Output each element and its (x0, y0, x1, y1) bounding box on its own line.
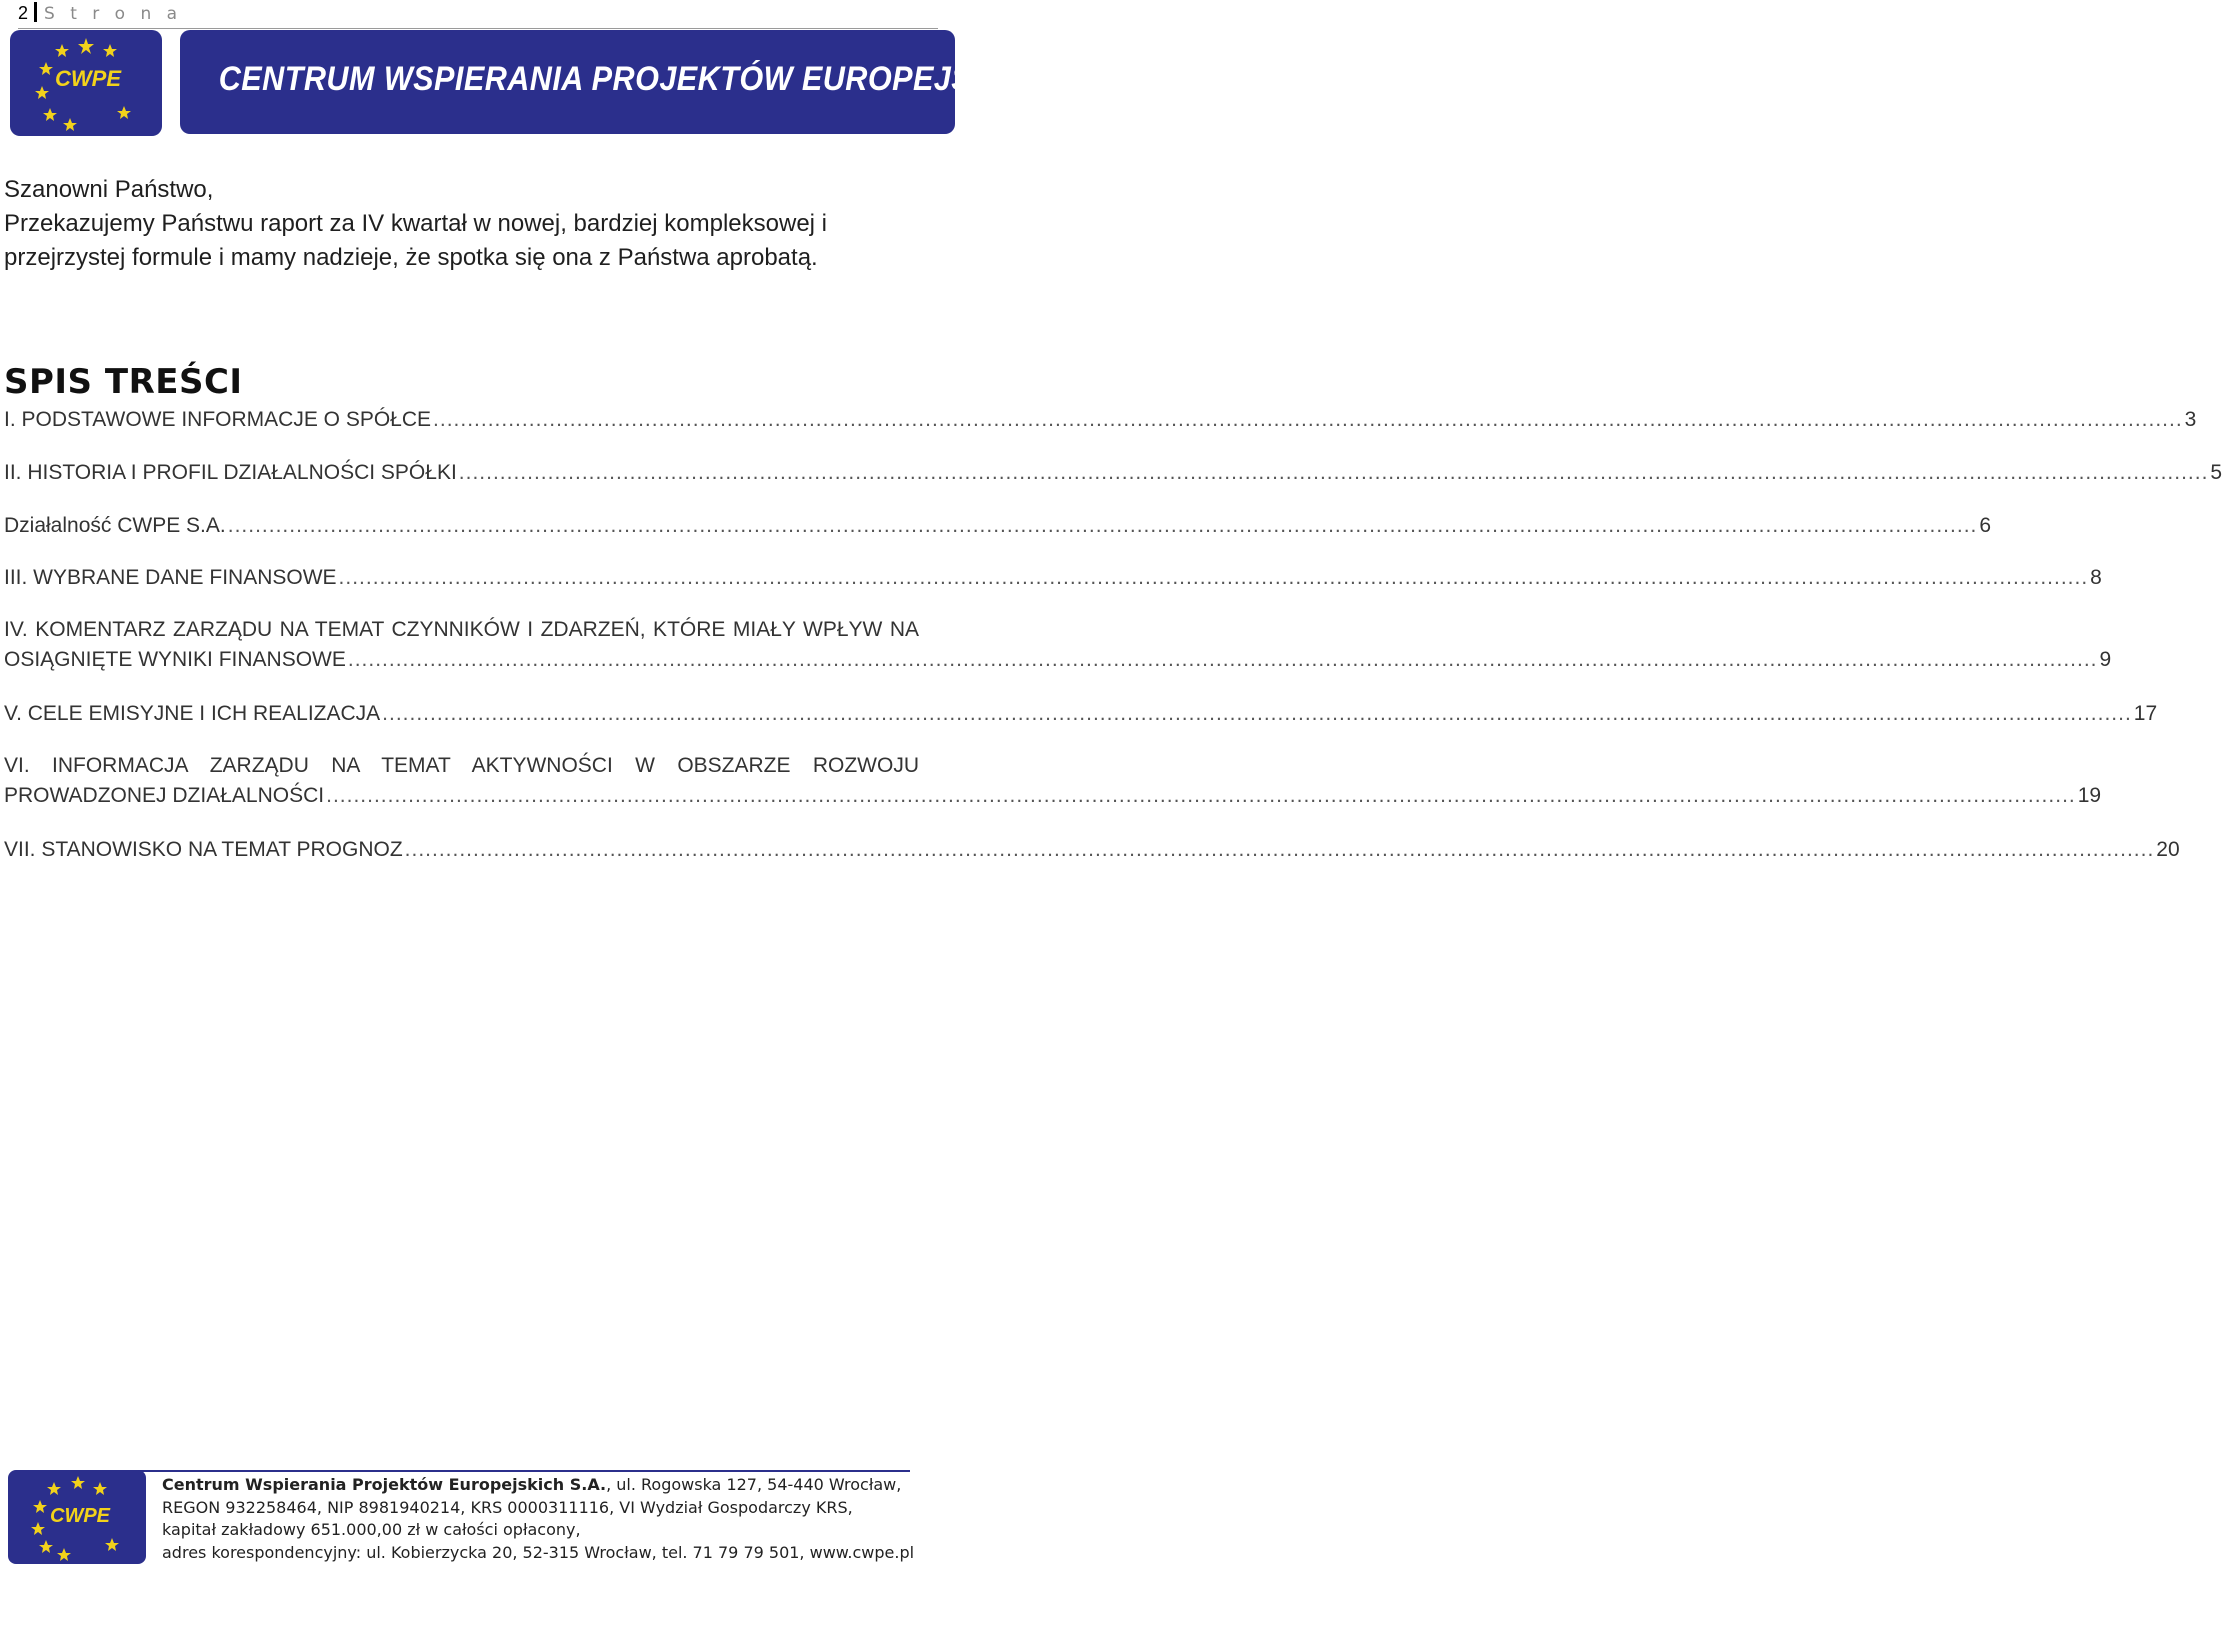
toc-title: SPIS TREŚCI (4, 362, 243, 402)
intro-paragraph (4, 173, 944, 275)
toc-item[interactable] (4, 835, 2180, 867)
toc-item-page: 9 (2099, 648, 2112, 671)
toc-leader (382, 699, 2132, 729)
toc-leader (326, 781, 2076, 811)
toc-leader (405, 835, 2155, 865)
cwpe-logo-graphic (10, 30, 162, 136)
toc-item[interactable] (4, 699, 2158, 731)
toc-item-page: 8 (2090, 566, 2102, 589)
logo-text: CWPE (55, 66, 121, 91)
footer-logo-graphic (8, 1470, 146, 1564)
toc-item-label: Działalność CWPE S.A. (4, 514, 226, 537)
company-title-banner (180, 30, 1120, 134)
footer-divider (20, 1470, 910, 1472)
footer-address: , ul. Rogowska 127, 54-440 Wrocław, (606, 1475, 902, 1494)
footer-company-info (162, 1474, 914, 1564)
footer-company-name: Centrum Wspierania Projektów Europejskich S.A. (162, 1475, 607, 1494)
toc-item[interactable] (4, 405, 2197, 437)
toc-item-label: PROWADZONEJ DZIAŁALNOŚCI (4, 784, 325, 807)
footer-capital: kapitał zakładowy 651.000,00 zł w całości opłacony, (162, 1520, 581, 1539)
toc-item-first-line: VI. INFORMACJA ZARZĄDU NA TEMAT AKTYWNOŚCI W OBSZARZE ROZWOJU (4, 754, 919, 777)
company-banner (10, 30, 1120, 136)
toc-item-page: 6 (1979, 514, 1992, 537)
toc-leader (433, 405, 2183, 435)
toc-item-label: III. WYBRANE DANE FINANSOWE (4, 566, 337, 589)
toc-item-label: VII. STANOWISKO NA TEMAT PROGNOZ (4, 838, 403, 861)
toc-item[interactable] (4, 751, 2102, 815)
toc-item-page: 3 (2184, 408, 2197, 431)
page-number: 2 (18, 3, 29, 23)
toc-leader (339, 563, 2089, 593)
toc-item-page: 5 (2210, 461, 2222, 484)
toc-leader (459, 458, 2209, 488)
toc-item-label: I. PODSTAWOWE INFORMACJE O SPÓŁCE (4, 408, 432, 431)
intro-line-3: przejrzystej formule i mamy nadzieje, że spotka się ona z Państwa aprobatą. (4, 244, 818, 271)
cwpe-logo (10, 30, 162, 136)
header-separator (34, 2, 37, 22)
toc-item[interactable] (4, 563, 2102, 595)
toc-item-page: 20 (2156, 838, 2180, 861)
page-header (18, 0, 938, 29)
footer-cwpe-logo (8, 1470, 146, 1564)
toc-leader (348, 645, 2098, 675)
toc-item[interactable] (4, 615, 2112, 679)
toc-item-page: 19 (2077, 784, 2102, 807)
footer-registry: REGON 932258464, NIP 8981940214, KRS 0000311116, VI Wydział Gospodarczy KRS, (162, 1497, 853, 1517)
footer-contact: adres korespondencyjny: ul. Kobierzycka 20, 52-315 Wrocław, tel. 71 79 79 501, www.cwpe.pl (162, 1542, 915, 1562)
company-title: CENTRUM WSPIERANIA PROJEKTÓW EUROPEJSKICH S.A. (218, 60, 1120, 98)
intro-line-2: Przekazujemy Państwu raport za IV kwartał w nowej, bardziej kompleksowej i (4, 210, 827, 237)
toc-item[interactable] (4, 458, 2222, 490)
toc-item-label: II. HISTORIA I PROFIL DZIAŁALNOŚCI SPÓŁKI (4, 461, 457, 484)
toc-item-first-line: IV. KOMENTARZ ZARZĄDU NA TEMAT CZYNNIKÓW I ZDARZEŃ, KTÓRE MIAŁY WPŁYW NA (4, 618, 919, 641)
toc-item[interactable] (4, 511, 1992, 543)
greeting: Szanowni Państwo, (4, 176, 214, 203)
toc-leader (228, 511, 1978, 541)
page-label: S t r o n a (44, 4, 183, 24)
footer-logo-text: CWPE (50, 1505, 110, 1527)
toc-item-label: OSIĄGNIĘTE WYNIKI FINANSOWE (4, 648, 346, 671)
toc-item-page: 17 (2133, 702, 2158, 725)
toc-item-label: V. CELE EMISYJNE I ICH REALIZACJA (4, 702, 381, 725)
